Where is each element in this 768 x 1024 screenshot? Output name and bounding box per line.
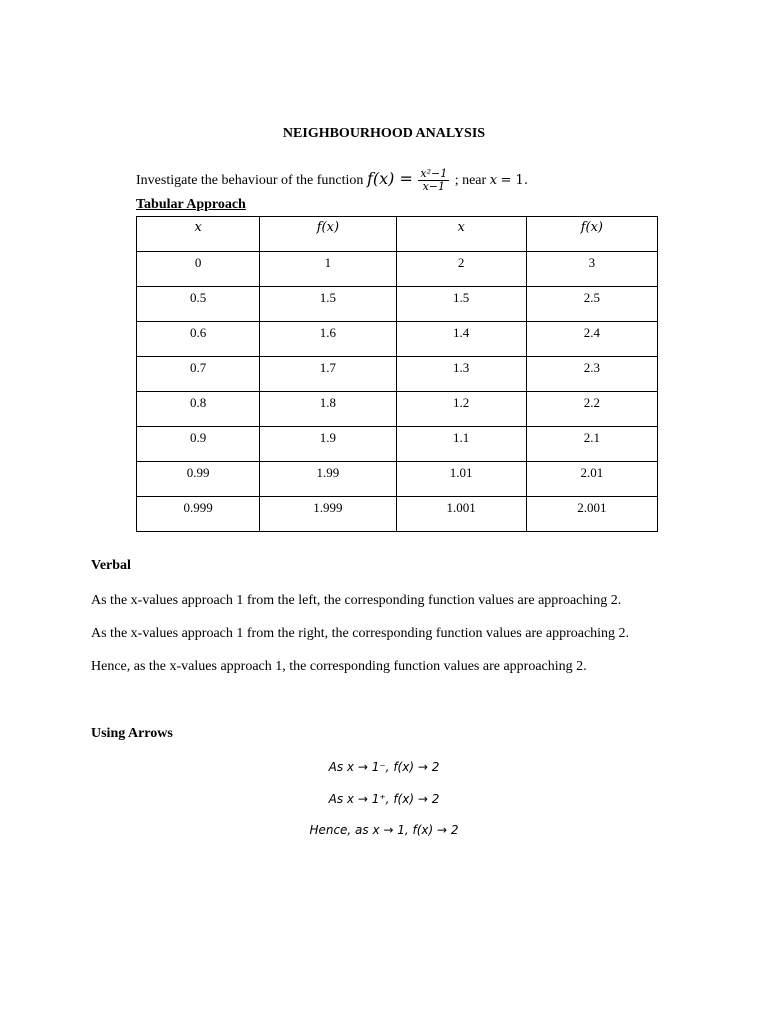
fraction-denominator: x−1 [422,180,445,194]
table-caption: Tabular Approach [136,197,246,212]
table-cell: 1.001 [396,497,526,532]
table-cell: 3 [526,252,657,287]
verbal-line-left: As the x-values approach 1 from the left, the corresponding function values are approaching 2. [91,593,622,608]
table-row [137,287,658,322]
arrows-heading: Using Arrows [91,726,173,741]
table-cell: 0.6 [137,322,260,357]
verbal-line-conclusion: Hence, as the x-values approach 1, the corresponding function values are approaching 2. [91,659,587,674]
table-row [137,427,658,462]
table-cell: 1.99 [260,462,396,497]
near-variable: x [489,173,498,188]
header-fx-right: f(x) [526,217,657,252]
table-cell: 1.1 [396,427,526,462]
table-cell: 1.5 [396,287,526,322]
table-cell: 0.9 [137,427,260,462]
table-row [137,322,658,357]
arrow-line-left: As x → 1⁻, f(x) → 2 [328,760,440,774]
verbal-line-right: As the x-values approach 1 from the right, the corresponding function values are approaching 2. [91,626,630,641]
fraction-numerator: x²−1 [420,167,448,181]
table-cell: 2.001 [526,497,657,532]
function-name: f(x) = [366,169,413,188]
intro-statement [136,164,528,194]
header-x-left: x [137,217,260,252]
table-cell: 0.99 [137,462,260,497]
values-table [136,216,658,532]
table-row [137,252,658,287]
table-cell: 1.4 [396,322,526,357]
table-cell: 2.4 [526,322,657,357]
table-cell: 1 [260,252,396,287]
function-fraction [418,168,449,193]
page-title: NEIGHBOURHOOD ANALYSIS [282,126,486,141]
table-cell: 0 [137,252,260,287]
arrow-line-right: As x → 1⁺, f(x) → 2 [328,792,440,806]
table-cell: 1.6 [260,322,396,357]
near-value: = 1. [500,173,528,188]
table-cell: 2.2 [526,392,657,427]
intro-text: Investigate the behaviour of the function [136,173,364,188]
table-cell: 2.5 [526,287,657,322]
table-cell: 2.01 [526,462,657,497]
table-cell: 1.2 [396,392,526,427]
table-cell: 1.5 [260,287,396,322]
table-row [137,462,658,497]
table-cell: 2 [396,252,526,287]
table-cell: 0.5 [137,287,260,322]
table-row [137,392,658,427]
table-cell: 1.999 [260,497,396,532]
table-header-row [137,217,658,252]
table-row [137,497,658,532]
header-x-right: x [396,217,526,252]
header-fx-left: f(x) [260,217,396,252]
table-cell: 1.9 [260,427,396,462]
table-cell: 1.8 [260,392,396,427]
table-cell: 1.7 [260,357,396,392]
table-cell: 0.7 [137,357,260,392]
table-cell: 2.3 [526,357,657,392]
table-cell: 1.01 [396,462,526,497]
table-cell: 0.8 [137,392,260,427]
verbal-heading: Verbal [91,558,131,573]
table-cell: 1.3 [396,357,526,392]
near-label: ; near [454,173,487,188]
table-row [137,357,658,392]
table-cell: 0.999 [137,497,260,532]
table-cell: 2.1 [526,427,657,462]
arrow-line-conclusion: Hence, as x → 1, f(x) → 2 [309,823,459,837]
